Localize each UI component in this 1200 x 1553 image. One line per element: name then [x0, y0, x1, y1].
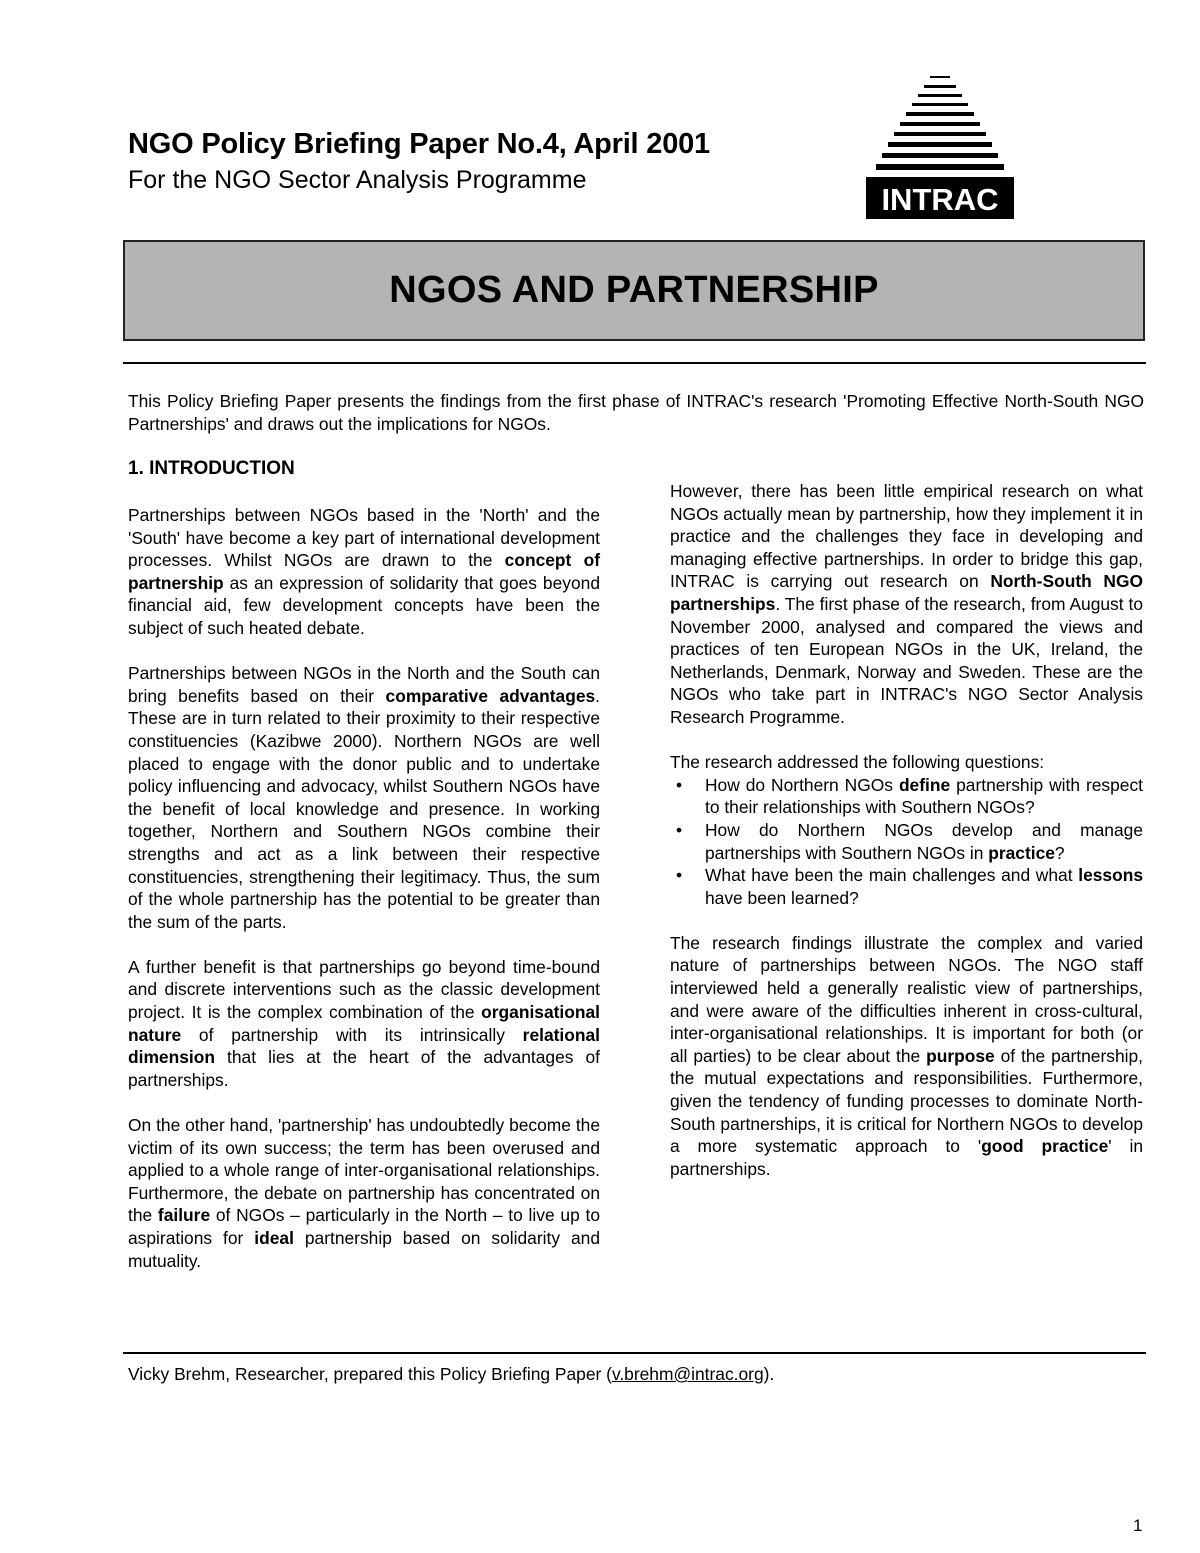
- left-paragraph-2: Partnerships between NGOs in the North and the South can bring benefits based on their comparative advantages. These are in turn related to their proximity to their respective constituencies (Kazibwe 2000). Northern NGOs are well placed to engage with the donor public and to undertake policy influencing and advocacy, whilst Southern NGOs have the benefit of local knowledge and presence. In working together, Northern and Southern NGOs combine their strengths and act as a link between their respective constituencies, strengthening their legitimacy. Thus, the sum of the whole partnership has the potential to be greater than the sum of the parts.: [128, 663, 601, 932]
- paper-series-title: NGO Policy Briefing Paper No.4, April 2001: [128, 128, 710, 160]
- title-banner: [123, 240, 1145, 341]
- left-paragraph-1: Partnerships between NGOs based in the 'North' and the 'South' have become a key part of international development processes. Whilst NGOs are drawn to the concept of partnership as an expression of solidarity that goes beyond financial aid, few development concepts have been the subject of such heated debate.: [128, 505, 600, 638]
- logo-wordmark: INTRAC: [881, 182, 999, 217]
- bullet-icon: •: [676, 865, 683, 886]
- page-number: 1: [1133, 1516, 1143, 1535]
- list-item: • How do Northern NGOs develop and manage partnerships with Southern NGOs in practice?: [676, 819, 1143, 863]
- left-paragraph-3: A further benefit is that partnerships go beyond time-bound and discrete interventions such as the classic development project. It is the complex combination of the organisational nature of partnership with its intrinsically relational dimension that lies at the heart of the advantages of partnerships.: [128, 956, 600, 1090]
- right-column: [670, 480, 1143, 1203]
- right-paragraph-1: However, there has been little empirical research on what NGOs actually mean by partnership, how they implement it in practice and the challenges they face in developing and managing effective partnerships. In order to bridge this gap, INTRAC is carrying out research on North-South NGO partnerships. The first phase of the research, from August to November 2000, analysed and compared the views and practices of ten European NGOs in the UK, Ireland, the Netherlands, Denmark, Norway and Sweden. These are the NGOs who take part in INTRAC's NGO Sector Analysis Research Programme.: [670, 481, 1144, 727]
- main-title: NGOS AND PARTNERSHIP: [389, 269, 879, 311]
- questions-intro: The research addressed the following questions:: [670, 752, 1045, 773]
- author-note: Vicky Brehm, Researcher, prepared this Policy Briefing Paper (v.brehm@intrac.org).: [128, 1364, 775, 1384]
- list-item: • How do Northern NGOs define partnership with respect to their relationships with Southern NGOs?: [676, 774, 1143, 818]
- paper-series-subtitle: For the NGO Sector Analysis Programme: [128, 166, 587, 194]
- divider-top: [123, 362, 1146, 364]
- section-heading: 1. INTRODUCTION: [128, 458, 295, 479]
- bullet-icon: •: [676, 819, 683, 840]
- questions-list: [670, 774, 1143, 910]
- intrac-logo: [864, 72, 1016, 220]
- intro-paragraph: This Policy Briefing Paper presents the findings from the first phase of INTRAC's research 'Promoting Effective North-South NGO Partnerships' and draws out the implications for NGOs.: [128, 391, 1144, 434]
- bullet-icon: •: [676, 774, 683, 795]
- right-paragraph-2: The research findings illustrate the complex and varied nature of partnerships between NGOs. The NGO staff interviewed held a generally realistic view of partnerships, and were aware of the difficulties inherent in cross-cultural, inter-organisational relationships. It is important for both (or all parties) to be clear about the purpose of the partnership, the mutual expectations and responsibilities. Furthermore, given the tendency of funding processes to dominate North-South partnerships, it is critical for Northern NGOs to develop a more systematic approach to 'good practice' in partnerships.: [670, 932, 1144, 1179]
- left-paragraph-4: On the other hand, 'partnership' has undoubtedly become the victim of its own success; the term has been overused and applied to a whole range of inter-organisational relationships. Furthermore, the debate on partnership has concentrated on the failure of NGOs – particularly in the North – to live up to aspirations for ideal partnership based on solidarity and mutuality.: [128, 1115, 600, 1271]
- logo-pyramid-stripes: [876, 76, 1004, 170]
- list-item: • What have been the main challenges and what lessons have been learned?: [676, 865, 1143, 908]
- divider-bottom: [123, 1352, 1146, 1354]
- left-column: [128, 458, 600, 1295]
- author-email-link[interactable]: v.brehm@intrac.org: [611, 1364, 764, 1384]
